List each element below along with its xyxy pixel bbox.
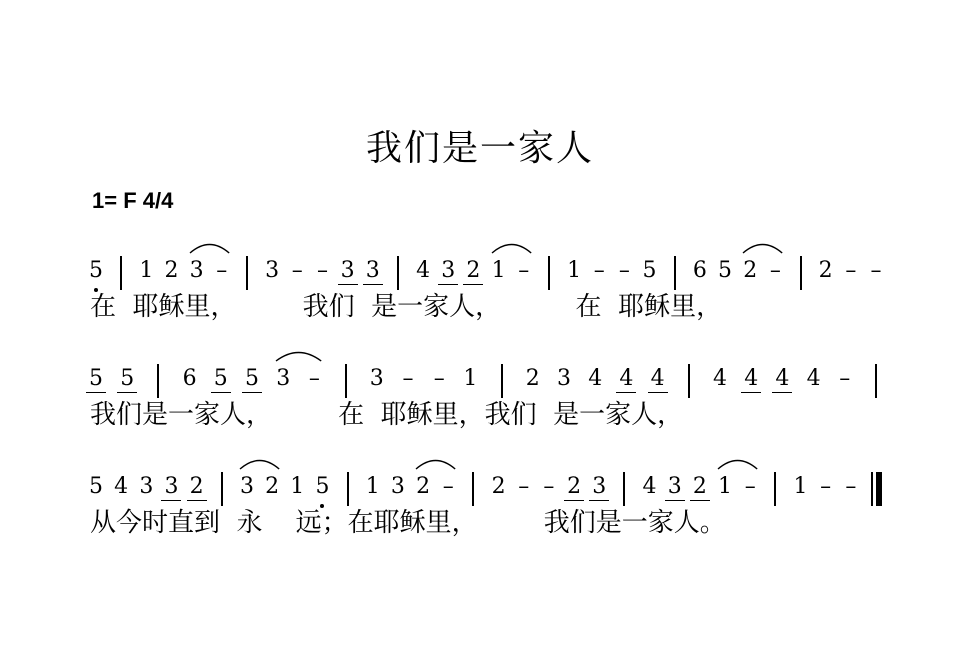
note: 4 — [642, 474, 657, 499]
duration-dash: – — [845, 474, 857, 499]
duration-dash: – — [518, 258, 530, 283]
duration-dash: – — [291, 258, 303, 283]
duration-dash: – — [518, 474, 530, 499]
duration-dash: – — [433, 366, 445, 391]
barline — [347, 472, 349, 506]
note: 3 — [438, 258, 458, 285]
note: 5 — [89, 474, 103, 499]
note: 4 — [741, 366, 761, 393]
note: 3 — [338, 258, 358, 285]
song-title: 我们是一家人 — [365, 128, 594, 169]
note: 5 — [86, 258, 106, 284]
note: 2 — [743, 258, 758, 283]
note: 2 — [187, 474, 207, 501]
note: 1 — [139, 258, 154, 283]
note: 2 — [265, 474, 280, 499]
duration-dash: – — [316, 258, 328, 283]
final-barline-thin — [871, 472, 873, 506]
barline — [345, 364, 347, 398]
note: 3 — [239, 474, 254, 499]
notation-row — [0, 466, 960, 506]
note: 4 — [588, 366, 603, 391]
note: 2 — [491, 474, 506, 499]
duration-dash: – — [845, 258, 857, 283]
note: 3 — [161, 474, 181, 501]
note: 1 — [718, 474, 733, 499]
lyrics-line: 我们是一家人， 在 耶稣里，我们 是一家人， — [90, 400, 684, 430]
final-barline-thick — [876, 472, 882, 506]
barline — [548, 256, 550, 290]
barline — [221, 472, 223, 506]
barline — [774, 472, 776, 506]
barline — [501, 364, 503, 398]
lyrics-line: 从今时直到 永 远；在耶稣里， 我们是一家人。 — [90, 508, 726, 538]
note: 3 — [390, 474, 405, 499]
barline — [120, 256, 122, 290]
note: 4 — [713, 366, 727, 391]
duration-dash: – — [839, 366, 851, 391]
note: 1 — [793, 474, 808, 499]
lyrics-line: 在 耶稣里， 我们 是一家人， 在 耶稣里， — [90, 292, 723, 322]
note: 5 — [211, 366, 231, 393]
barline — [157, 364, 159, 398]
note: 6 — [692, 258, 707, 283]
barline — [623, 472, 625, 506]
note: 4 — [616, 366, 636, 393]
tie-arc — [717, 456, 758, 470]
duration-dash: – — [820, 474, 832, 499]
note: 3 — [363, 258, 383, 285]
note: 5 — [117, 366, 137, 393]
note: 4 — [772, 366, 792, 393]
tie-arc — [415, 456, 456, 470]
notation-row — [0, 250, 960, 290]
note: 5 — [242, 366, 262, 393]
note: 3 — [589, 474, 609, 501]
duration-dash: – — [216, 258, 228, 283]
note: 3 — [189, 258, 204, 283]
note: 1 — [491, 258, 506, 283]
notation-row — [0, 358, 960, 398]
barline — [800, 256, 802, 290]
note: 2 — [463, 258, 483, 285]
duration-dash: – — [593, 258, 605, 283]
note: 4 — [416, 258, 431, 283]
note: 3 — [276, 366, 291, 391]
note: 2 — [564, 474, 584, 501]
barline — [472, 472, 474, 506]
barline — [397, 256, 399, 290]
barline — [246, 256, 248, 290]
note: 4 — [114, 474, 129, 499]
note: 2 — [818, 258, 833, 283]
duration-dash: – — [618, 258, 630, 283]
note: 5 — [312, 474, 332, 500]
duration-dash: – — [402, 366, 414, 391]
note: 3 — [557, 366, 571, 391]
duration-dash: – — [744, 474, 756, 499]
barline — [875, 364, 877, 398]
duration-dash: – — [870, 258, 882, 283]
note: 3 — [665, 474, 685, 501]
note: 1 — [290, 474, 305, 499]
note: 3 — [369, 366, 384, 391]
barline — [688, 364, 690, 398]
key-signature: 1= F 4/4 — [92, 188, 174, 213]
note: 5 — [718, 258, 733, 283]
note: 5 — [86, 366, 106, 393]
tie-arc — [742, 240, 783, 254]
tie-arc — [239, 456, 280, 470]
note: 1 — [463, 366, 478, 391]
note: 4 — [806, 366, 821, 391]
duration-dash: – — [769, 258, 781, 283]
note: 3 — [265, 258, 280, 283]
duration-dash: – — [543, 474, 555, 499]
note: 6 — [182, 366, 197, 391]
duration-dash: – — [442, 474, 454, 499]
note: 4 — [648, 366, 668, 393]
note: 3 — [139, 474, 154, 499]
tie-arc — [275, 348, 322, 362]
barline — [674, 256, 676, 290]
duration-dash: – — [308, 366, 320, 391]
tie-arc — [491, 240, 532, 254]
note: 5 — [642, 258, 657, 283]
note: 2 — [690, 474, 710, 501]
tie-arc — [189, 240, 230, 254]
note: 1 — [365, 474, 380, 499]
note: 2 — [525, 366, 540, 391]
note: 2 — [416, 474, 431, 499]
note: 1 — [567, 258, 582, 283]
note: 2 — [164, 258, 179, 283]
